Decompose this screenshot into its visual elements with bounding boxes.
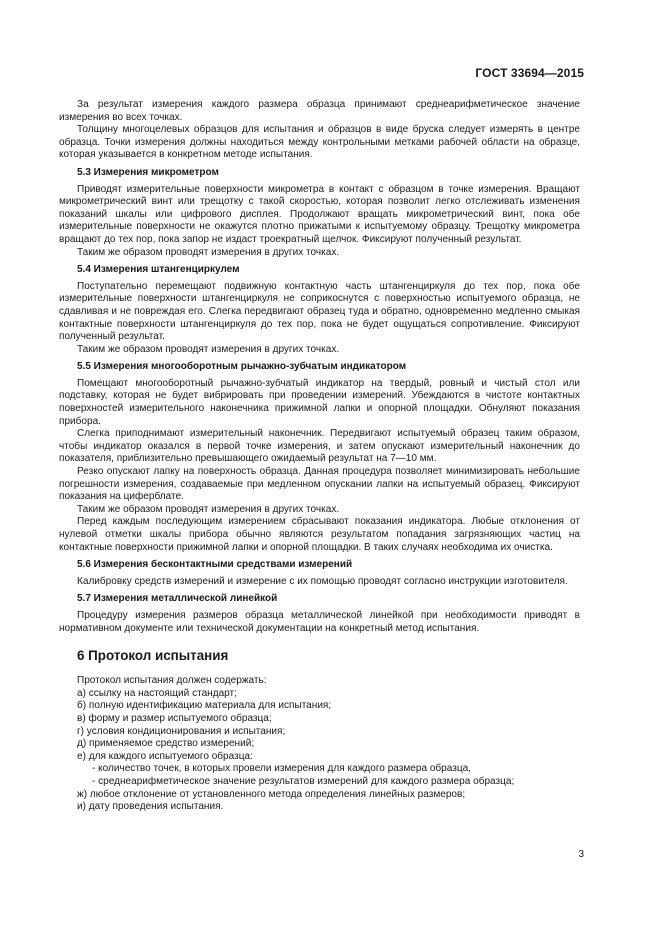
section-heading-5-3: 5.3 Измерения микрометром <box>77 166 219 178</box>
paragraph: Процедуру измерения размеров образца металлической линейкой при необходимости приводят в нормативном документе или технической документации на конкретный метод испытания. <box>59 609 580 634</box>
paragraph: За результат измерения каждого размера образца принимают среднеарифметическое значение измерения во всех точках. <box>59 99 580 123</box>
section-heading-6: 6 Протокол испытания <box>77 648 229 664</box>
page-number: 3 <box>578 849 584 860</box>
paragraph: Таким же образом проводят измерения в других точках. <box>77 503 340 515</box>
section-heading-5-7: 5.7 Измерения металлической линейкой <box>77 593 278 605</box>
paragraph: Таким же образом проводят измерения в других точках. <box>77 343 340 355</box>
list-item: е) для каждого испытуемого образца: <box>77 750 253 762</box>
list-lead: Протокол испытания должен содержать: <box>77 675 267 687</box>
list-item: ж) любое отклонение от установленного метода определения линейных размеров; <box>77 788 466 800</box>
list-item: г) условия кондиционирования и испытания; <box>77 725 286 737</box>
paragraph: Резко опускают лапку на поверхность образца. Данная процедура позволяет минимизировать небольшие погрешности измерения, создаваемые при медленном опускании лапки на испытуемый образец. Фиксируют показания на циферблате. <box>59 466 580 503</box>
list-item: б) полную идентификацию материала для испытания; <box>77 700 332 712</box>
list-item: и) дату проведения испытания. <box>77 801 224 813</box>
paragraph: Калибровку средств измерений и измерение с их помощью проводят согласно инструкции изготовителя. <box>77 575 568 587</box>
paragraph: Слегка приподнимают измерительный наконечник. Передвигают испытуемый образец таким образом, чтобы индикатор оказался в первой точке измерения, и затем опускают измерительный наконечник до показателя, приблизительно превышающего ожидаемый результат на 7—10 мм. <box>59 428 580 465</box>
section-heading-5-4: 5.4 Измерения штангенциркулем <box>77 264 240 276</box>
list-item: д) применяемое средство измерений; <box>77 738 255 750</box>
section-heading-5-5: 5.5 Измерения многооборотным рычажно-зубчатым индикатором <box>77 361 407 373</box>
document-code-header: ГОСТ 33694—2015 <box>475 66 584 80</box>
paragraph: Перед каждым последующим измерением сбрасывают показания индикатора. Любые отклонения от нулевой отметки шкалы прибора обычно являются результатом попадания загрязняющих частиц на контактные поверхности прижимной лапки и опорной площадки. В таких случаях необходима их очистка. <box>59 516 580 553</box>
list-item: в) форму и размер испытуемого образца; <box>77 712 272 724</box>
paragraph: Таким же образом проводят измерения в других точках. <box>77 246 340 258</box>
list-item: а) ссылку на настоящий стандарт; <box>77 687 237 699</box>
paragraph: Толщину многоцелевых образцов для испытания и образцов в виде бруска следует измерять в центре образца. Точки измерения должны находиться между контрольными метками рабочей области на образце, которая указывается в конкретном методе испытания. <box>59 124 580 161</box>
document-body <box>59 99 580 814</box>
paragraph: Поступательно перемещают подвижную контактную часть штангенциркуля до тех пор, пока обе измерительные поверхности штангенциркуля не соприкоснутся с поверхностью испытуемого образца, не сдавливая и не повреждая его. Слегка передвигают образец туда и обратно, одновременно медленно смыкая контактные поверхности штангенциркуля до тех пор, пока не будет ощущаться сопротивление. Фиксируют полученный результат. <box>59 280 580 343</box>
paragraph: Помещают многооборотный рычажно-зубчатый индикатор на твердый, ровный и чистый стол или подставку, которая не будет вибрировать при проведении измерений. Убеждаются в чистоте контактных поверхностей измерительного наконечника прижимной лапки и опорной площадки. Обнуляют показания прибора. <box>59 377 580 427</box>
paragraph: Приводят измерительные поверхности микрометра в контакт с образцом в точке измерения. Вращают микрометрический винт или трещотку с такой скоростью, которая позволит легко отслеживать изменения показаний шкалы или цифрового дисплея. Продолжают вращать микрометрический винт, пока обе измерительные поверхности не окажутся плотно прижатыми к испытуемому образцу. Трещотку микрометра вращают до тех пор, пока запор не издаст троекратный щелчок. Фиксируют полученный результат. <box>59 183 580 245</box>
list-subitem: - количество точек, в которых провели измерения для каждого размера образца, <box>92 763 471 775</box>
section-heading-5-6: 5.6 Измерения бесконтактными средствами измерений <box>77 559 353 571</box>
list-subitem: - среднеарифметическое значение результатов измерений для каждого размера образца; <box>92 775 515 787</box>
